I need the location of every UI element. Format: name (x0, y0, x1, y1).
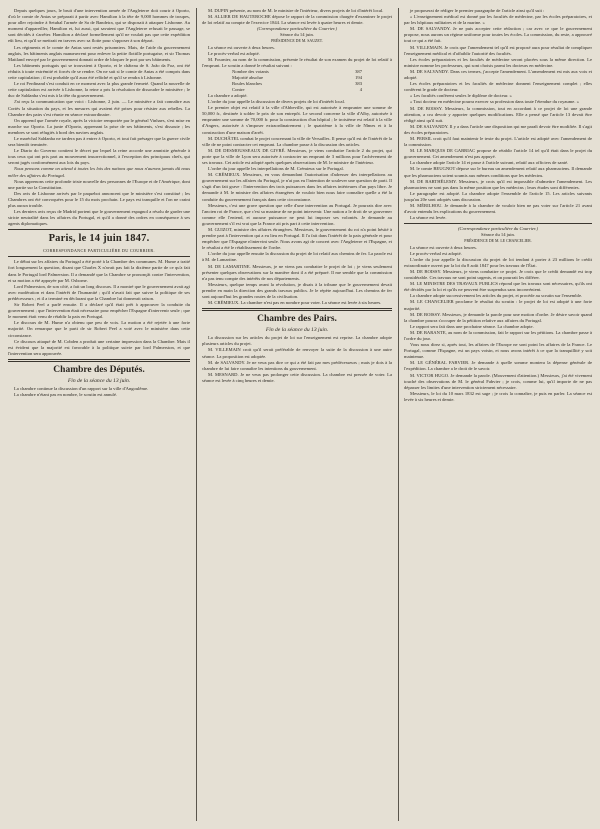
paragraph: M. DE SALVANDY. Je ne puis accepter cette rédaction ; car avec ce que le gouvernement propose, nous aurons un régime uniforme pour toutes les écoles. La commission, du reste, a approuvé tout ce qui a été fait. (404, 26, 592, 44)
paragraph: « Les facultés confèrent seules le diplôme de docteur. » (410, 93, 512, 99)
paragraph: M. MESNARD. Je ne veux pas prolonger cette discussion. La chambre est pressée de voter. La séance est levée à cinq heures et demie. (202, 371, 392, 383)
paragraph: Ce discours attaqué de M. Cobden a produit une certaine impression dans la Chambre. Mais il est évident que la majorité est favorable à la politique suivie par lord Palmerston, et que l'intervention sera approuvée. (8, 338, 190, 356)
paragraph: M. PERSIL croit qu'il faut maintenir le texte du projet. L'article est adopté avec l'amendement de la commission. (404, 135, 592, 148)
paragraph: Messieurs, quelque temps avant la révolution, je disais à la tribune que le gouvernement devait prendre en main la direction des grands travaux publics. Je le répète aujourd'hui. Les chemins de fer sont aujourd'hui les grandes routes de la civilisation. (202, 281, 392, 300)
paragraph: Les régiments et le comte de Antas sont restés prisonniers. Mais, de l'aide du gouvernement anglais, les bâtiments anglais manœuvrent pour enlever la petite flottille portugaise, et sir Thomas Maitland envoyé par le gouvernement donnait ordre de bloquer le port par ses bâtiments. (8, 44, 190, 62)
paragraph: M. LE CHANCELIER proclame le résultat du scrutin : le projet de loi est adopté à une forte majorité. (404, 299, 592, 311)
paragraph: Le discours de M. Hume n'a obtenu que peu de voix. La motion a été rejetée à une forte majorité. On remarque que le parti de sir Robert Peel a voté avec le ministère dans cette circonstance. (8, 320, 190, 338)
paragraph: L'ordre du jour appelle ensuite la discussion du projet de loi relatif aux chemins de fer. La parole est à M. de Lamartine. (202, 251, 392, 263)
paragraph: M. DE BARTHÉLEMY. Messieurs, je crois qu'il est impossible d'admettre l'amendement. Les pharmaciens ne sont pas dans la même position que les médecins ; leurs études sont différentes. (404, 178, 592, 190)
column-rule-2 (398, 8, 399, 821)
paragraph: Messieurs, c'est une grave question que celle d'une intervention au Portugal. Je pourrais dire avec l'ancien roi de France, que c'est sa maxime de ne point intervenir. Une nation a le droit de se gouverner comme elle l'entend, et aucune puissance ne peut lui imposer ses volontés. Je demande au gouvernement s'il est vrai que la France ait pris part à cette intervention. (202, 202, 392, 226)
paragraph: M. DUPIN présente, au nom de M. le ministre de l'intérieur, divers projets de loi d'intérêt local. (208, 8, 384, 13)
paragraph: M. de SALVANDY. Je ne veux pas dire ce qui a été fait par mes prédécesseurs ; mais je dois à la chambre de lui faire connaître les intentions du gouvernement. (202, 359, 392, 371)
paragraph: M. DE LAMARTINE. Messieurs, je ne viens pas combattre le projet de loi ; je viens seulement présenter quelques observations sur la manière dont il a été préparé. Il me semble que la commission n'a pas tenu compte des intérêts de nos départements. (202, 263, 392, 281)
paragraph: Depuis quelques jours, le bruit d'une intervention armée de l'Angleterre doit courir à Oporto, d'où le comte de Antas se préparait à partir avec Hamilton à la tête de 9,000 hommes de troupes, pour aller rejoindre à Setubal l'armée de Sa de Bandeira, qui se disposait à attaquer Lisbonne. Au moment d'appareiller, Hamilton et, lui aussi, qui savaient que l'Angleterre refusait le passage, se sont décidés à s'arrêter. Hamilton a déclaré formellement qu'il ne voulait pas que cette expédition eût lieu, et qu'il se mettrait en travers avec sa flotte pour s'opposer à son départ. (8, 8, 190, 44)
paragraph: La discussion sur les articles du projet de loi sur l'enseignement est reprise. La chambre adopte plusieurs articles du projet. (202, 335, 392, 347)
correspondence-heading: (Correspondance particulière du Courrier.) (457, 226, 539, 232)
paragraph: M. DE BOISSY. Messieurs, la commission, tout en accordant à ce projet de loi une grande attention, a cru devoir y apporter quelques modifications. Elle a pensé que l'article 13 devait être rédigé ainsi qu'il suit. (404, 105, 592, 123)
vote-value: 387 (355, 68, 362, 74)
paragraph: M. VILLEMAIN. Je crois que l'amendement tel qu'il est proposé aura pour résultat de compliquer l'enseignement médical et d'affaiblir l'autorité des facultés. (404, 44, 592, 56)
paragraph: M. le comte BEUGNOT dépose sur le bureau un amendement relatif aux pharmaciens. Il demande que les pharmaciens soient soumis aux mêmes conditions que les médecins. (404, 166, 592, 178)
paragraph: « L'enseignement médical est donné par les facultés de médecine, par les écoles préparatoires, et par les hôpitaux militaires et de la marine. » (404, 14, 592, 26)
paragraph: Des avis de Lisbonne arrivés par le paquebot annoncent que le ministère s'est constitué ; les Chambres ont été convoquées pour le 15 du mois prochain. Le pays est tranquille et l'on ne craint plus aucun trouble. (8, 190, 190, 208)
paragraph: M. CRÉMIEUX. Messieurs, en vous demandant l'autorisation d'adresser des interpellations au gouvernement sur les affaires du Portugal, je n'ai pas eu l'intention de soulever une question de parti. Il s'agit d'un fait grave : l'intervention des trois puissances dans les affaires intérieures d'un pays libre. Je demande à M. le ministre des affaires étrangères de vouloir bien nous faire connaître quelle a été la conduite du gouvernement français dans cette circonstance. (202, 172, 392, 202)
paragraph: M. DE SALVANDY. Dans ces termes, j'accepte l'amendement. L'amendement est mis aux voix et adopté. (404, 68, 592, 81)
column-1 (8, 8, 190, 821)
section-divider (8, 359, 190, 362)
paragraph: M. VICTOR HUGO. Je demande la parole. (Mouvement d'attention.) Messieurs, j'ai été vivement touché des observations de M. le général Fabvier ; je crois, comme lui, qu'il importe de ne pas dépasser les limites d'une intervention strictement nécessaire. (404, 372, 592, 390)
paragraph: Les écoles préparatoires et les facultés de médecine donnent l'enseignement complet ; elles confèrent le grade de docteur. (404, 81, 592, 93)
paragraph: L'ordre du jour appelle la discussion de divers projets de loi d'intérêt local. (208, 99, 346, 105)
section-divider (8, 229, 190, 230)
paragraph: La chambre a adopté. (208, 92, 248, 98)
paragraph: Le débat sur les affaires du Portugal a été porté à la Chambre des communes. M. Hume a traité fort longuement la question, disant que Charles X n'avait pas fait la dixième partie de ce qu'a fait dans le Portugal lord Palmerston. Il a demandé que la Chambre se prononçât contre l'intervention, et sa motion a été appuyée par M. Osborne. (8, 259, 190, 283)
paragraph: M. LE MARQUIS DE GABRIAC propose de rétablir l'article 14 tel qu'il était dans le projet du gouvernement. Cet amendement n'est pas appuyé. (404, 148, 592, 160)
paragraph: Le procès-verbal est adopté. (410, 250, 462, 256)
paragraph: M. VILLEMAIN croit qu'il serait préférable de renvoyer la suite de la discussion à une autre séance. La proposition est adoptée. (202, 347, 392, 359)
paragraph: La chambre adopte l'article 14 et passe à l'article suivant, relatif aux officiers de santé. (410, 160, 569, 166)
paragraph: La chambre adopte successivement les articles du projet, et procède au scrutin sur l'ensemble. (410, 293, 583, 299)
paragraph: M. MÉRILHOU. Je demande à la chambre de vouloir bien ne pas voter sur l'article 21 avant d'avoir entendu les explications du gouvernement. (404, 203, 592, 215)
paragraph: Le rapport sera fait dans une prochaine séance. La chambre adopte. (410, 323, 534, 329)
column-2 (202, 8, 392, 821)
paragraph: Les écoles préparatoires et les facultés de médecine seront placées sous la même direction. Le ministre nomme les professeurs, qui sont choisis parmi les docteurs en médecine. (404, 56, 592, 68)
paragraph: Lord Palmerston, de son côté, a fait un long discours. Il a montré que le gouvernement avait agi avec modération et dans l'intérêt de l'humanité ; qu'il n'avait fait que suivre la politique de ses prédécesseurs ; et il a terminé en déclarant que la Chambre lui donnerait raison. (8, 283, 190, 301)
paragraph: M. ALLIER DE HAUTEROCHE dépose le rapport de la commission chargée d'examiner le projet de loi relatif au compte de l'exercice 1844. La séance est levée à quatre heures et demie. (202, 14, 392, 26)
paragraph: M. Fournier, au nom de la commission, présente le résultat de son examen du projet de loi relatif à l'emprunt. Le scrutin a donné le résultat suivant : (202, 56, 392, 68)
paragraph: M. DE DESMOUSSEAUX DE GIVRÉ. Messieurs, je viens combattre l'article 2 du projet, qui porte que la ville de Lyon sera autorisée à contracter un emprunt de 3 millions pour l'achèvement de ses travaux. Cet article est adopté après quelques observations de M. le ministre de l'intérieur. (202, 147, 392, 165)
session-date: Séance du 14 juin. (280, 32, 314, 38)
paragraph: Le premier objet est relatif à la ville d'Abbeville, qui est autorisée à emprunter une somme de 50,000 fr., destinée à solder le prix de son entrepôt. Le second concerne la ville d'Alby, autorisée à emprunter une somme de 70,000 fr. pour la construction d'un hôpital ; le troisième est relatif à la ville d'Angers, autorisée à s'imposer extraordinairement ; le quatrième à la ville de Nîmes et à la construction d'une maison d'arrêt. (202, 105, 392, 135)
paragraph: Les derniers avis reçus de Madrid portent que le gouvernement espagnol a résolu de garder une stricte neutralité dans les affaires du Portugal, et qu'il a donné des ordres en conséquence à ses agents diplomatiques. (8, 209, 190, 227)
paragraph: Le maréchal Saldanha ne tardera pas à entrer à Oporto, et tout fait présager que la guerre civile sera bientôt terminée. (8, 135, 190, 148)
vote-value: 383 (355, 80, 362, 86)
paragraph: J'ai reçu la communication que voici : Lisbonne, 2 juin. — Le ministère a fait connaître aux Cortès la situation du pays, et les mesures qui avaient été prises pour résister aux rebelles. La Chambre des pairs s'est réunie en séance extraordinaire. (8, 99, 190, 117)
section-subheading: Fin de la séance du 13 juin. (265, 327, 329, 334)
column-3 (404, 8, 592, 821)
paragraph: Le paragraphe est adopté. La chambre adopte l'ensemble de l'article 15. Les articles suivants jusqu'au 20e sont adoptés sans discussion. (404, 190, 592, 202)
paragraph: M. CRÉMIEUX. La chambre n'est pas en nombre pour voter. La séance est levée à six heures. (208, 300, 382, 306)
dateline-heading: Paris, le 14 juin 1847. (48, 233, 150, 245)
correspondence-heading: (Correspondance particulière du Courrier.) (256, 26, 338, 32)
section-heading: Chambre des Députés. (53, 364, 145, 375)
vote-label: Majorité absolue (232, 74, 263, 80)
paragraph: On apprend que l'armée royale, après la victoire remportée par le général Vinhaes, s'est mise en marche sur Oporto. La junte d'Oporto, apprenant la prise de ses bâtiments, s'est dissoute ; les membres se sont réfugiés à bord des navires anglais. (8, 117, 190, 135)
paragraph: La séance est ouverte à deux heures. (410, 244, 477, 250)
dateline-subheading: CORRESPONDANCE PARTICULIÈRE DU COURRIER. (43, 248, 155, 254)
column-rule-1 (196, 8, 197, 821)
paragraph: La chambre continue la discussion d'un rapport sur la ville d'Angoulême. (14, 385, 149, 391)
paragraph: La chambre n'étant pas en nombre, le scrutin est annulé. (14, 391, 118, 397)
session-date: Séance du 14 juin. (481, 232, 515, 238)
vote-value: 194 (355, 74, 362, 80)
section-divider (202, 308, 392, 311)
section-heading: Chambre des Pairs. (257, 314, 337, 325)
section-divider (8, 256, 190, 257)
vote-label: Nombre des votants (232, 68, 269, 74)
paragraph: Le roi Ferdinand s'est conduit en ce moment avec la plus grande fermeté. Quand la nouvelle de cette capitulation est arrivée à Lisbonne, la reine a pris la résolution de dissoudre le ministère ; le duc de Saldanha s'est mis à la tête du gouvernement. (8, 81, 190, 99)
section-subheading: Fin de la séance du 13 juin. (67, 377, 131, 384)
paragraph: M. GUIZOT, ministre des affaires étrangères. Messieurs, le gouvernement du roi n'a point hésité à prendre part à l'intervention qui a eu lieu en Portugal. Il l'a fait dans l'intérêt de la paix générale et pour empêcher que l'Espagne n'intervint seule. Nous avons agi de concert avec l'Angleterre et l'Espagne, et le résultat a été le rétablissement de l'ordre. (202, 227, 392, 251)
paragraph: Nous pensons comme on attend à toutes les lois des nations que nous n'aurons jamais dû nous mêler des affaires du Portugal. (8, 166, 190, 178)
session-presidency: PRÉSIDENCE DE M. SAUZET. (271, 39, 323, 44)
paragraph: Messieurs, le loi du 10 mars 1832 est sage ; je crois la connaître, je puis en parler. La séance est levée à six heures et demie. (404, 390, 592, 402)
paragraph: Nous apprenons cette profonde triste nouvelle des personnes de l'Europe et de l'Amérique, dont une partie sur la Constitution. (8, 178, 190, 190)
paragraph: Le procès-verbal est adopté. (208, 50, 260, 56)
section-divider (404, 223, 592, 224)
paragraph: M. LE MINISTRE DES TRAVAUX PUBLICS répond que les travaux sont nécessaires, qu'ils ont été décidés par la loi et qu'ils ne peuvent être suspendus sans inconvénient. (404, 281, 592, 293)
paragraph: Sir Robert Peel a parlé ensuite. Il a déclaré qu'il était prêt à approuver la conduite du gouvernement ; que l'intervention était nécessaire pour empêcher l'Espagne d'intervenir seule ; que le moment était venu de rétablir la paix en Portugal. (8, 302, 190, 320)
paragraph: Les bâtiments portugais qui se trouvaient à Oporto, et le château de S. Joâo da Foz, ont été réduits à toute extrémité et forcés de se rendre. On ne sait si le comte de Antas a été compris dans cette capitulation ; il est probable qu'il aura été relâché et qu'il se rendra à Lisbonne. (8, 62, 190, 81)
paragraph: M. DE BOISSY. Messieurs, je viens combattre ce projet. Je crois que le crédit demandé est trop considérable. Ces travaux ne sont point urgents, et on pourrait les différer. (404, 268, 592, 281)
paragraph: M. DE BARANTE, au nom de la commission, fait le rapport sur les pétitions. La chambre passe à l'ordre du jour. (404, 329, 592, 341)
paragraph: M. LE GÉNÉRAL FABVIER. Je demande à quelle somme montera la dépense générale de l'expédition. La chambre a le droit de le savoir. (404, 360, 592, 372)
paragraph: M. DE SALVANDY. Il y a dans l'article une disposition qui me paraît devoir être modifiée. Il s'agit des écoles préparatoires. (404, 123, 592, 135)
vote-label: Contre (232, 86, 245, 92)
paragraph: La séance est ouverte à deux heures. (208, 44, 275, 50)
paragraph: M. DE BOISSY. Messieurs, je demande la parole pour une motion d'ordre. Je désire savoir quand la chambre pourra s'occuper de la pétition relative aux affaires du Portugal. (404, 311, 592, 323)
paragraph: La séance est levée. (410, 215, 447, 221)
paragraph: Vous nous direz si, après tout, les affaires de l'Europe ne sont point les affaires de la France. Le Portugal, comme l'Espagne, est un pays voisin, et nous avons intérêt à ce que la tranquillité y soit maintenue. (404, 342, 592, 360)
paragraph: je proposerai de rédiger le premier paragraphe de l'article ainsi qu'il suit : (410, 8, 545, 13)
paragraph: L'ordre du jour appelle les interpellations de M. Crémieux sur le Portugal. (208, 166, 344, 172)
paragraph: L'ordre du jour appelle la discussion du projet de loi tendant à porter à 23 millions le crédit extraordinaire ouvert par la loi du 8 août 1847 pour les travaux de l'État. (404, 256, 592, 268)
paragraph: Le Diario do Governo contient le décret par lequel la reine accorde une amnistie générale à tous ceux qui ont pris part au mouvement insurrectionnel, à l'exception des principaux chefs, qui seront jugés conformément aux lois du pays. (8, 148, 190, 166)
vote-value: 4 (359, 86, 362, 92)
paragraph: M. DUCHÂTEL combat le projet concernant la ville de Versailles. Il pense qu'il est de l'intérêt de la ville de ne point contracter cet emprunt. La chambre passe à la discussion des articles. (202, 135, 392, 147)
vote-label: Boules blanches (232, 80, 262, 86)
session-presidency: PRÉSIDENCE DE M. LE CHANCELIER. (464, 239, 532, 244)
paragraph: « Tout docteur en médecine pourra exercer sa profession dans toute l'étendue du royaume. » (410, 99, 579, 105)
